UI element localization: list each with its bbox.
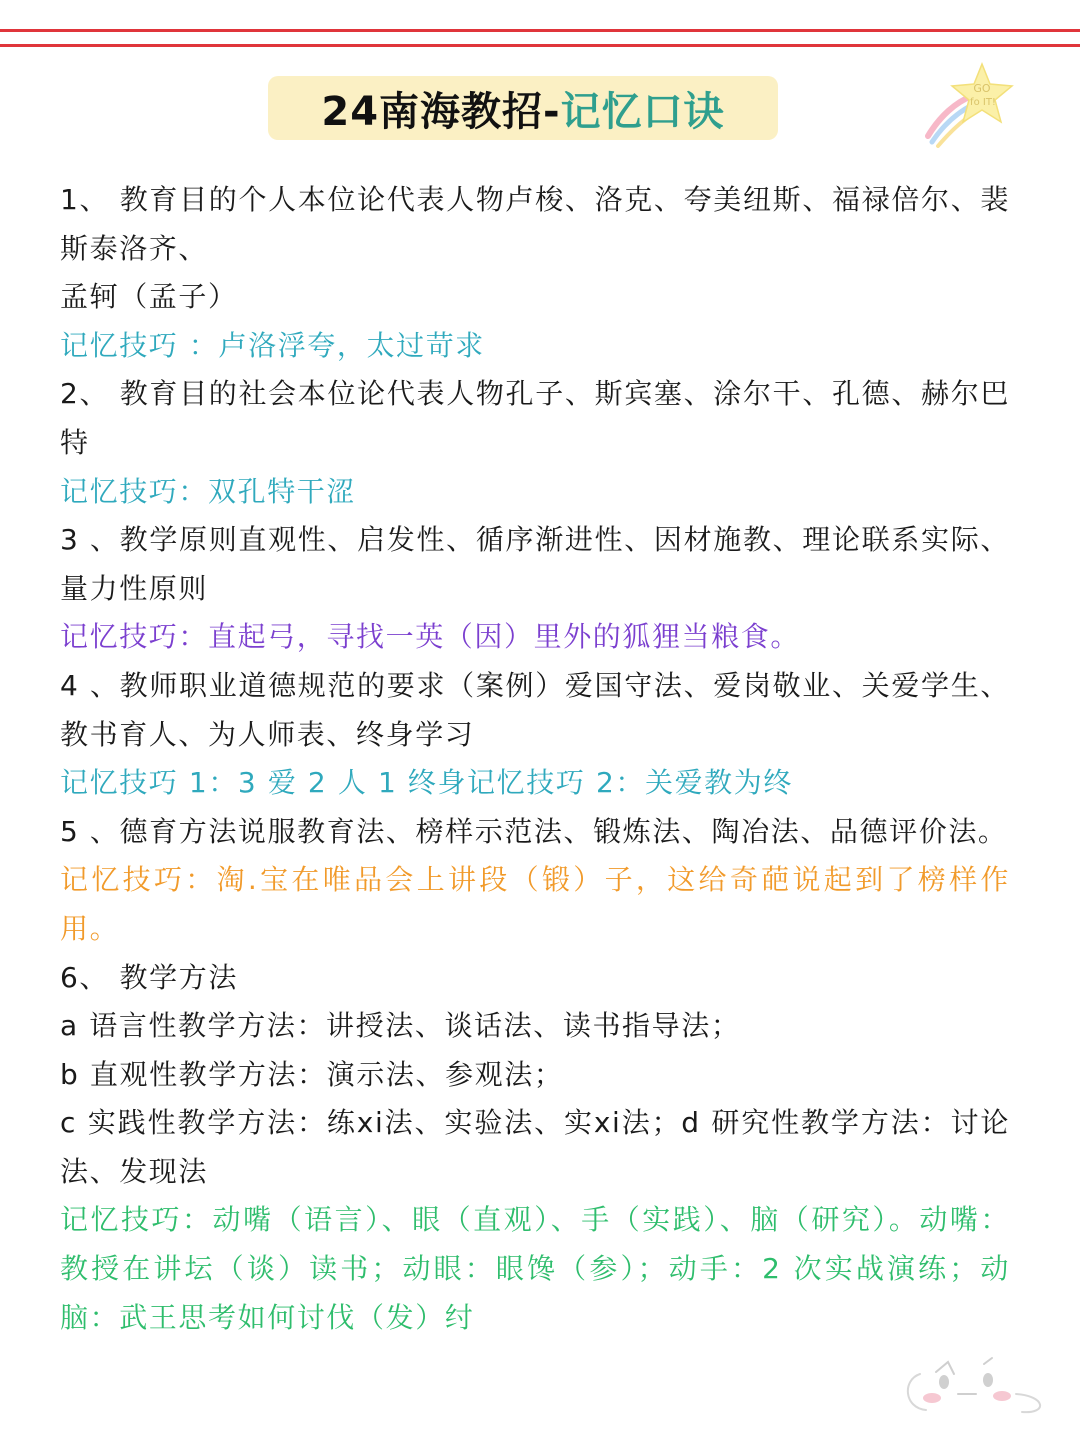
- cute-face-doodle-icon: [896, 1350, 1056, 1420]
- second-red-rule: [0, 44, 1080, 47]
- list-item: 4 、教师职业道德规范的要求（案例）爱国守法、爱岗敬业、关爱学生、教书育人、为人师表、终身学习: [60, 668, 1010, 751]
- page-title: [268, 76, 778, 140]
- list-item: b 直观性教学方法：演示法、参观法；: [60, 1057, 564, 1091]
- list-item: 5 、德育方法说服教育法、榜样示范法、锻炼法、陶冶法、品德评价法。: [60, 814, 1008, 848]
- memory-tip: 记忆技巧：动嘴（语言）、眼（直观）、手（实践）、脑（研究）。动嘴：教授在讲坛（谈）读书；动眼：眼馋（参）；动手：2 次实战演练；动脑：武王思考如何讨伐（发）纣: [60, 1203, 1010, 1334]
- list-item: c 实践性教学方法：练xi法、实验法、实xi法；d 研究性教学方法：讨论法、发现法: [60, 1106, 1010, 1188]
- list-item: 6、 教学方法: [60, 960, 238, 994]
- sticker-text-go: GO: [973, 82, 991, 95]
- memory-tip: 记忆技巧：淘.宝在唯品会上讲段（锻）子，这给奇葩说起到了榜样作用。: [60, 863, 1010, 945]
- list-item: 1、 教育目的个人本位论代表人物卢梭、洛克、夸美纽斯、福禄倍尔、裴斯泰洛齐、: [60, 183, 1010, 265]
- title-accent-text: 记忆口诀: [560, 88, 725, 135]
- sticker-text-it: fo IT!: [970, 97, 996, 108]
- list-item: a 语言性教学方法：讲授法、谈话法、读书指导法；: [60, 1009, 741, 1043]
- memory-tip: 记忆技巧：双孔特干涩: [60, 474, 357, 508]
- memory-tip: 记忆技巧 1：3 爱 2 人 1 终身记忆技巧 2：关爱教为终: [60, 766, 793, 800]
- list-item: 孟轲（孟子）: [60, 280, 238, 314]
- star-sticker-icon: [922, 58, 1022, 148]
- mnemonic-list: [60, 176, 1010, 1342]
- memory-tip: 记忆技巧：直起弓，寻找一英（因）里外的狐狸当粮食。: [60, 620, 801, 654]
- memory-tip: 记忆技巧 ：卢洛浮夸，太过苛求: [60, 328, 485, 362]
- top-red-rule: [0, 29, 1080, 32]
- title-main-text: 24南海教招-: [321, 88, 561, 135]
- list-item: 2、 教育目的社会本位论代表人物孔子、斯宾塞、涂尔干、孔德、赫尔巴特: [60, 377, 1010, 459]
- list-item: 3 、教学原则直观性、启发性、循序渐进性、因材施教、理论联系实际、量力性原则: [60, 523, 1010, 605]
